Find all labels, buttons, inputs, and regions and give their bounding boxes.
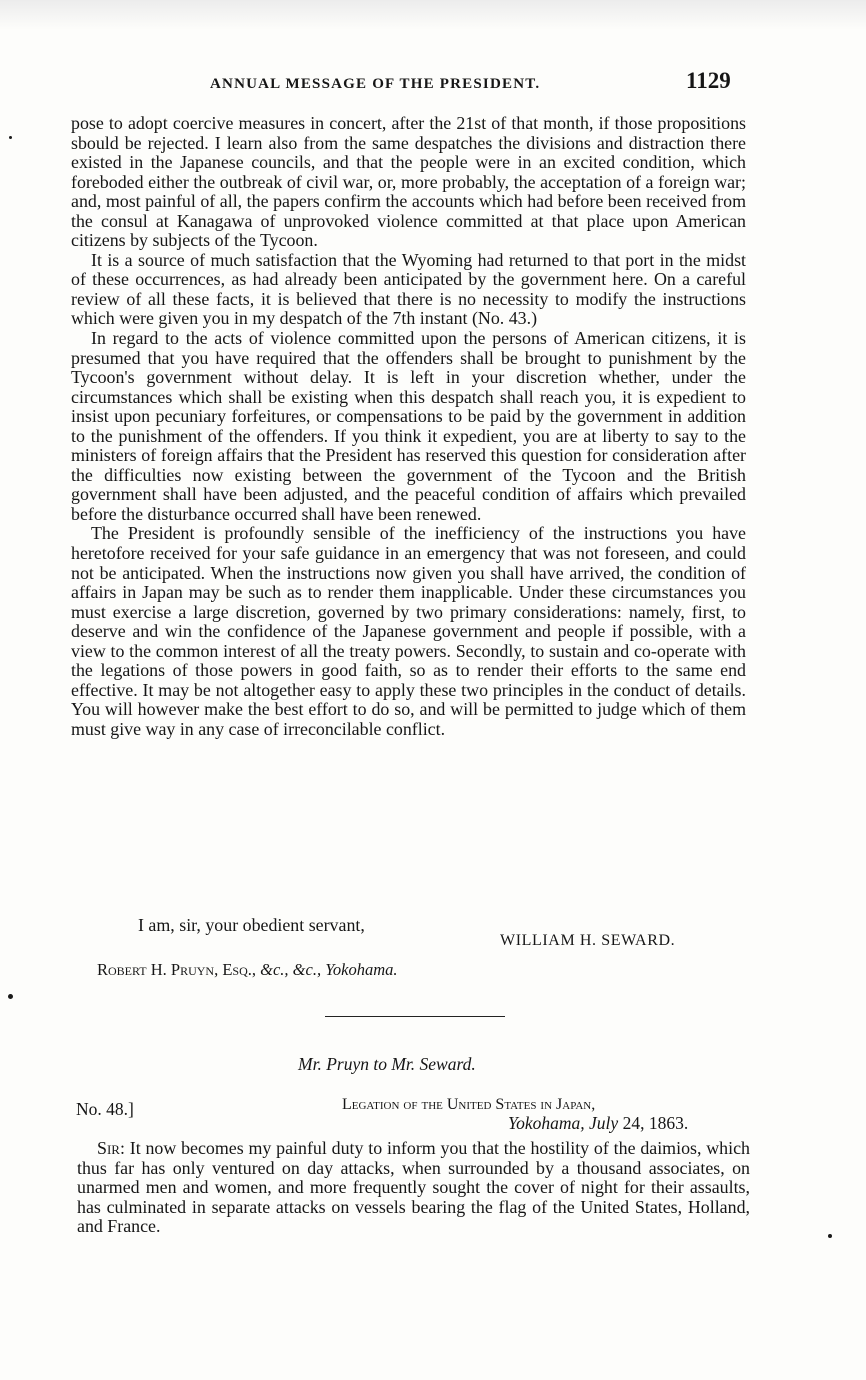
addressee-line bbox=[97, 960, 397, 980]
scan-speck bbox=[9, 136, 12, 139]
salutation: Sir: bbox=[97, 1138, 125, 1158]
scan-speck bbox=[8, 994, 13, 999]
letter-opening-text: It now becomes my painful duty to inform you that the hostility of the daimios, which thus far has only ventured on day attacks, when surrounded by a thousand associates, on unarmed men and women, and more frequently sought the cover of night for their assaults, has culminated in separate attacks on vessels bearing the flag of the United States, Holland, and France. bbox=[77, 1138, 750, 1236]
letter-body bbox=[77, 1139, 750, 1237]
dateline bbox=[508, 1113, 688, 1134]
scan-edge-shading bbox=[0, 0, 866, 30]
dateline-date: 24, 1863. bbox=[622, 1113, 689, 1133]
letter-opening-paragraph bbox=[77, 1139, 750, 1237]
paragraph-instructions: The President is profoundly sensible of the inefficiency of the instructions you have heretofore received for your safe guidance in an emergency that was not foreseen, and could not be anticipated. When the instructions now given you shall have arrived, the condition of affairs in Japan may be such as to render them inapplicable. Under these circumstances you must exercise a large discretion, governed by two primary considerations: namely, first, to deserve and win the confidence of the Japanese government and people if possible, with a view to the common interest of all the treaty powers. Secondly, to sustain and co-operate with the legations of those powers in good faith, so as to render their efforts to the same end effective. It may be not altogether easy to apply these two principles in the conduct of details. You will however make the best effort to do so, and will be permitted to judge which of them must give way in any case of irreconcilable conflict. bbox=[71, 523, 746, 739]
dispatch-body bbox=[71, 114, 746, 740]
dateline-place: Yokohama, July bbox=[508, 1113, 619, 1133]
closing-line: I am, sir, your obedient servant, bbox=[138, 915, 365, 935]
paragraph-violence: In regard to the acts of violence committed upon the persons of American citizens, it is presumed that you have required that the offenders shall be brought to punishment by the Tycoon's government without delay. It is left in your discretion whether, under the circumstances which shall be existing when this despatch shall reach you, it is expedient to insist upon pecuniary forfeitures, or compensations to be paid by the government in addition to the punishment of the offenders. If you think it expedient, you are at liberty to say to the ministers of foreign affairs that the President has reserved this question for consideration after the difficulties now existing between the government of the Tycoon and the British government shall have been adjusted, and the peaceful condition of affairs which prevailed before the disturbance occurred shall have been renewed. bbox=[71, 328, 746, 524]
section-divider bbox=[325, 1016, 505, 1017]
page-number: 1129 bbox=[686, 68, 731, 93]
signature: WILLIAM H. SEWARD. bbox=[500, 932, 676, 949]
paragraph-wyoming: It is a source of much satisfaction that the Wyoming had returned to that port in the midst of these occurrences, as had already been anticipated by the government here. On a careful review of all these facts, it is believed that there is no necessity to modify the instructions which were given you in my despatch of the 7th instant (No. 43.) bbox=[71, 249, 746, 329]
legation-heading: Legation of the United States in Japan, bbox=[342, 1096, 596, 1113]
running-head: ANNUAL MESSAGE OF THE PRESIDENT. bbox=[210, 76, 541, 92]
letter-title: Mr. Pruyn to Mr. Seward. bbox=[298, 1054, 476, 1074]
addressee-location: &c., &c., Yokohama. bbox=[260, 960, 398, 979]
scan-speck bbox=[828, 1234, 832, 1238]
paragraph-continued: pose to adopt coercive measures in concert, after the 21st of that month, if those propositions sbould be rejected. I learn also from the same despatches the divisions and distraction there existed in the Japanese councils, and that the people were in an excited condition, which foreboded either the outbreak of civil war, or, more probably, the acceptation of a foreign war; and, most painful of all, the papers confirm the accounts which had before been received from the consul at Kanagawa of unprovoked violence committed at that place upon American citizens by subjects of the Tycoon. bbox=[71, 113, 746, 251]
addressee-name: Robert H. Pruyn, Esq., bbox=[97, 960, 257, 979]
letter-number: No. 48.] bbox=[76, 1099, 134, 1119]
